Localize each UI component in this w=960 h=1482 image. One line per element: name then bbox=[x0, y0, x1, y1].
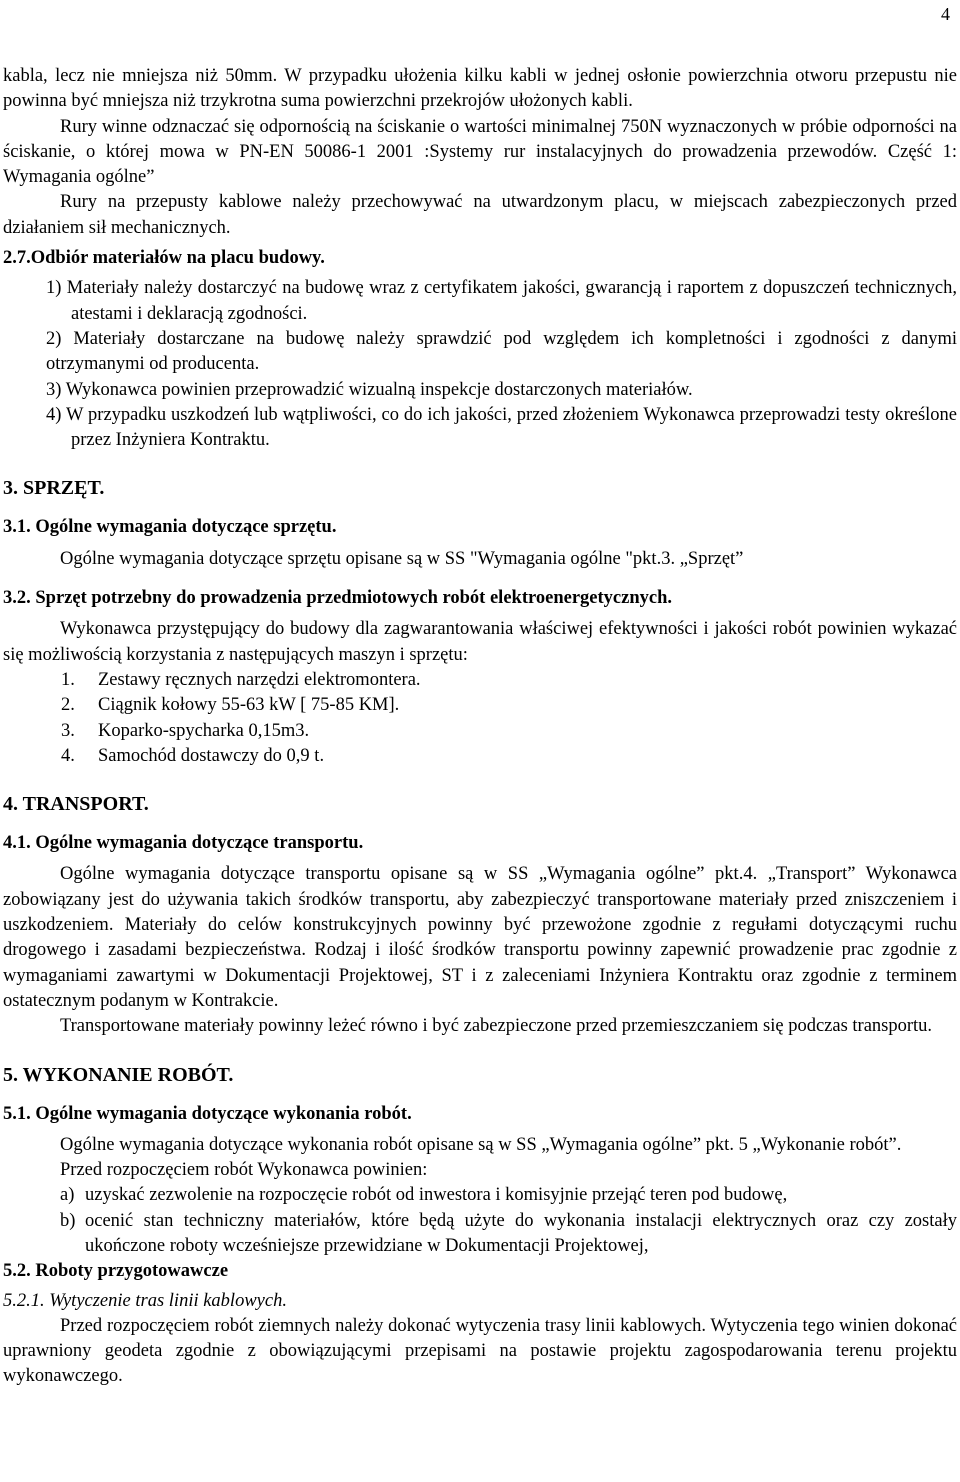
list-item: 1. Zestawy ręcznych narzędzi elektromontera. bbox=[61, 669, 421, 690]
heading-5-2: 5.2. Roboty przygotowawcze bbox=[3, 1261, 229, 1282]
heading-4-1: 4.1. Ogólne wymagania dotyczące transportu. bbox=[3, 833, 364, 854]
paragraph-3-1: Ogólne wymagania dotyczące sprzętu opisane są w SS "Wymagania ogólne "pkt.3. „Sprzęt” bbox=[60, 548, 744, 569]
paragraph-rury-1: Rury winne odznaczać się odpornością na ściskanie o wartości minimalnej 750N wyznaczonych w próbie odporności na ściskanie, o której mowa w PN-EN 50086-1 2001 :Systemy rur instalacyjnych do prowadzenia przewodów. Część 1: Wymagania ogólne” bbox=[3, 116, 957, 188]
paragraph-rury-2: Rury na przepusty kablowe należy przechowywać na utwardzonym placu, w miejscach zabezpieczonych przed działaniem sił mechanicznych. bbox=[3, 192, 957, 238]
paragraph-4-1-b: Transportowane materiały powinny leżeć równo i być zabezpieczone przed przemieszczaniem się podczas transportu. bbox=[60, 1016, 933, 1037]
odbior-item-2: 2) Materiały dostarczane na budowę należy sprawdzić pod względem ich kompletności i zgodności z danymi otrzymanymi od producenta. bbox=[46, 328, 957, 375]
heading-3: 3. SPRZĘT. bbox=[3, 477, 105, 500]
heading-3-2: 3.2. Sprzęt potrzebny do prowadzenia przedmiotowych robót elektroenergetycznych. bbox=[3, 588, 672, 609]
paragraph-5-1-a: Ogólne wymagania dotyczące wykonania robót opisane są w SS „Wymagania ogólne” pkt. 5 „Wykonanie robót”. bbox=[60, 1134, 902, 1155]
odbior-item-1: 1) Materiały należy dostarczyć na budowę wraz z certyfikatem jakości, gwarancją i raportem z dopuszczeń technicznych, atestami i deklaracją zgodności. bbox=[46, 278, 957, 324]
page-number: 4 bbox=[941, 4, 950, 24]
odbior-item-4: 4) W przypadku uszkodzeń lub wątpliwości, co do ich jakości, przed złożeniem Wykonawca przeprowadzi testy określone przez Inżyniera Kontraktu. bbox=[46, 404, 957, 451]
odbior-item-3: 3) Wykonawca powinien przeprowadzić wizualną inspekcje dostarczonych materiałów. bbox=[46, 379, 693, 400]
heading-5: 5. WYKONANIE ROBÓT. bbox=[3, 1063, 234, 1086]
heading-2-7: 2.7.Odbiór materiałów na placu budowy. bbox=[3, 248, 325, 269]
list-item: 4. Samochód dostawczy do 0,9 t. bbox=[61, 745, 325, 766]
paragraph-5-1-b: Przed rozpoczęciem robót Wykonawca powinien: bbox=[60, 1160, 428, 1181]
paragraph-intro: kabla, lecz nie mniejsza niż 50mm. W przypadku ułożenia kilku kabli w jednej osłonie powierzchnia otworu przepustu nie powinna być mniejsza niż trzykrotna suma powierzchni przekrojów ułożonych kabli. bbox=[3, 66, 957, 112]
heading-4: 4. TRANSPORT. bbox=[3, 793, 149, 816]
paragraph-3-2: Wykonawca przystępujący do budowy dla zagwarantowania właściwej efektywności i jakości robót powinien wykazać się możliwością korzystania z następujących maszyn i sprzętu: bbox=[3, 619, 957, 665]
document-body bbox=[3, 64, 957, 1390]
heading-5-2-1: 5.2.1. Wytyczenie tras linii kablowych. bbox=[3, 1290, 287, 1311]
contractor-steps-list bbox=[3, 1183, 957, 1259]
list-item: 3. Koparko-spycharka 0,15m3. bbox=[61, 720, 310, 741]
list-item: b) ocenić stan techniczny materiałów, które będą użyte do wykonania instalacji elektrycznych oraz czy zostały ukończone roboty wcześniejsze przewidziane w Dokumentacji Projektowej, bbox=[60, 1210, 957, 1256]
heading-3-1: 3.1. Ogólne wymagania dotyczące sprzętu. bbox=[3, 517, 337, 538]
paragraph-5-2-1: Przed rozpoczęciem robót ziemnych należy dokonać wytyczenia trasy linii kablowych. Wytyczenia tego winien dokonać uprawniony geodeta zgodnie z obowiązującymi przepisami na postawie projektu zagospodarowania terenu projektu wykonawczego. bbox=[3, 1315, 957, 1387]
list-item: a) uzyskać zezwolenie na rozpoczęcie robót od inwestora i komisyjnie przejąć teren pod budowę, bbox=[60, 1185, 788, 1206]
equipment-list bbox=[3, 668, 957, 769]
heading-5-1: 5.1. Ogólne wymagania dotyczące wykonania robót. bbox=[3, 1103, 412, 1124]
paragraph-4-1-a: Ogólne wymagania dotyczące transportu opisane są w SS „Wymagania ogólne” pkt.4. „Transport” Wykonawca zobowiązany jest do używania takich środków transportu, aby zabezpieczyć transportowane materiały przed zniszczeniem i uszkodzeniem. Materiały do celów konstrukcyjnych powinny być przewożone zgodnie z regułami dotyczącymi ruchu drogowego i zasadami bezpieczeństwa. Rodzaj i ilość środków transportu powinny zapewnić prowadzenie prac zgodnie z wymaganiami zawartymi w Dokumentacji Projektowej, ST i z zaleceniami Inżyniera Kontraktu oraz zgodnie z terminem ostatecznym podanym w Kontrakcie. bbox=[3, 864, 957, 1011]
list-item: 2. Ciągnik kołowy 55-63 kW [ 75-85 KM]. bbox=[61, 695, 400, 716]
